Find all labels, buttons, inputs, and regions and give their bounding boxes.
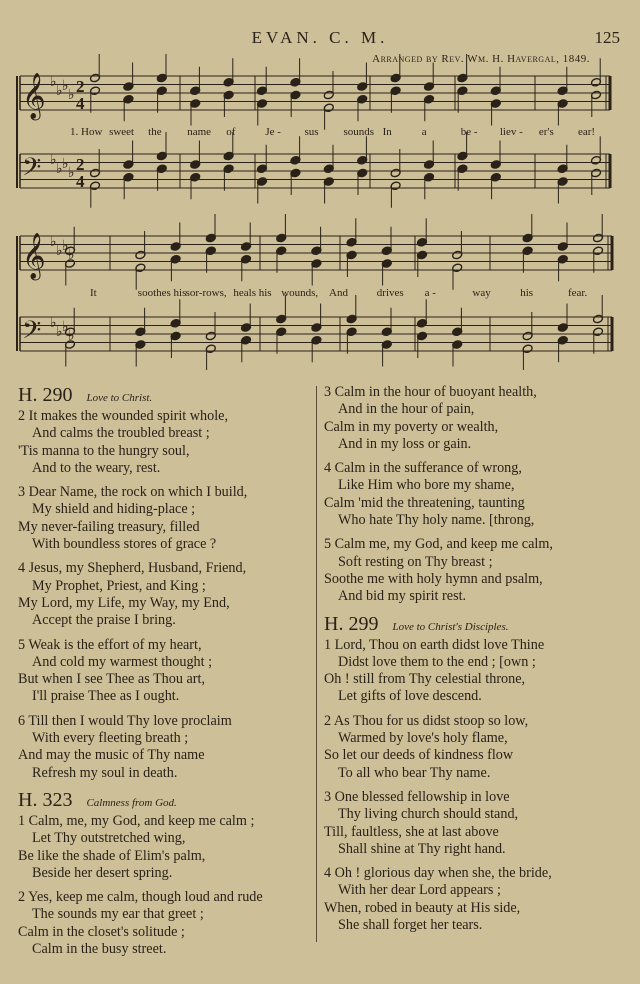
verse-line: Accept the praise I bring. xyxy=(32,612,176,629)
lyric-syllable: sounds xyxy=(343,126,375,138)
hymn-subtitle: Calmness from God. xyxy=(86,796,177,809)
lyric-syllable: wounds, xyxy=(281,287,319,299)
verse-line: Refresh my soul in death. xyxy=(32,764,178,781)
treble-clef-icon: 𝄞 xyxy=(22,233,46,279)
hymn-subtitle: Love to Christ's Disciples. xyxy=(392,620,509,633)
lyric-syllable: Je - xyxy=(265,126,281,138)
lyric-syllable: sweet xyxy=(109,126,135,138)
flat-icon: ♭ xyxy=(56,324,63,340)
hymn-heading xyxy=(18,789,318,813)
lyric-syllable: er's xyxy=(538,126,554,138)
time-signature-bottom: 4 xyxy=(76,94,85,113)
lyric-syllable: of xyxy=(226,126,236,138)
lyric-syllable: way xyxy=(472,287,491,299)
verse-line: 4 Jesus, my Shepherd, Husband, Friend, xyxy=(18,560,247,577)
verse-line: Didst love them to the end ; [own ; xyxy=(338,653,536,670)
verse-line: And bid my spirit rest. xyxy=(338,588,467,605)
flat-icon: ♭ xyxy=(62,78,69,94)
verse-line: Let Thy outstretched wing, xyxy=(32,830,186,847)
left-column xyxy=(18,384,318,965)
verse-line: Beside her desert spring. xyxy=(32,864,173,881)
stanza xyxy=(18,713,318,782)
verse-line: Shall shine at Thy right hand. xyxy=(338,840,506,857)
flat-icon: ♭ xyxy=(56,243,63,259)
tune-title: EVAN. C. M. xyxy=(251,28,389,47)
lyric-syllable: fear. xyxy=(568,287,588,299)
time-signature-top: 2 xyxy=(76,155,85,174)
stanza xyxy=(18,813,318,882)
verse-line: Soft resting on Thy breast ; xyxy=(338,553,493,570)
stanza xyxy=(18,889,318,958)
column-divider xyxy=(316,386,317,942)
stanza xyxy=(18,484,318,553)
hymn-number: H. 323 xyxy=(18,788,73,811)
stanza xyxy=(18,560,318,629)
flat-icon: ♭ xyxy=(50,152,57,168)
bass-clef-icon: 𝄢 xyxy=(22,316,42,351)
verse-line: 1 Calm, me, my God, and keep me calm ; xyxy=(18,812,255,829)
verse-line: Let gifts of love descend. xyxy=(338,688,482,705)
verse-line: My never-failing treasury, filled xyxy=(18,518,200,535)
lyric-syllable: And xyxy=(329,287,348,299)
verse-line: Thy living church should stand, xyxy=(338,806,519,823)
flat-icon: ♭ xyxy=(68,87,75,103)
verse-line: 3 One blessed fellowship in love xyxy=(324,788,510,805)
flat-icon: ♭ xyxy=(50,234,57,250)
verse-line: Calm in the busy street. xyxy=(32,941,167,958)
verse-line: And in my loss or gain. xyxy=(338,435,472,452)
verse-line: And to the weary, rest. xyxy=(32,459,161,476)
verse-line: 4 Calm in the sufferance of wrong, xyxy=(324,460,522,477)
verse-line: 3 Calm in the hour of buoyant health, xyxy=(324,384,537,400)
verse-line: My Lord, my Life, my Way, my End, xyxy=(18,594,230,611)
verse-line: With boundless stores of grace ? xyxy=(32,536,217,553)
page-number: 125 xyxy=(594,28,620,47)
verse-line: Like Him who bore my shame, xyxy=(338,477,515,494)
verse-line: She shall forget her tears. xyxy=(338,917,483,934)
verse-line: Till, faultless, she at last above xyxy=(324,823,499,840)
verse-line: With every fleeting breath ; xyxy=(32,730,189,747)
right-column xyxy=(324,384,624,941)
lyric-syllable: name xyxy=(187,126,212,138)
verse-line: Calm in the closet's solitude ; xyxy=(18,923,185,940)
stanza xyxy=(324,637,624,706)
lyric-syllable: sor-rows, xyxy=(185,287,227,299)
verse-line: 5 Calm me, my God, and keep me calm, xyxy=(324,536,553,553)
flat-icon: ♭ xyxy=(56,83,63,99)
verse-line: 3 Dear Name, the rock on which I build, xyxy=(18,484,248,501)
flat-icon: ♭ xyxy=(50,315,57,331)
lyric-syllable: drives xyxy=(376,287,404,299)
verse-line: With her dear Lord appears ; xyxy=(338,882,501,899)
lyric-syllable: ear! xyxy=(578,126,596,138)
verse-line: So let our deeds of kindness flow xyxy=(324,747,514,764)
verse-line: 2 It makes the wounded spirit whole, xyxy=(18,408,229,424)
lyric-syllable: In xyxy=(382,126,392,138)
verse-line: When, robed in beauty at His side, xyxy=(324,899,521,916)
lyric-syllable: soothes his xyxy=(137,287,187,299)
verse-line: 2 As Thou for us didst stoop so low, xyxy=(324,712,529,729)
bass-clef-icon: 𝄢 xyxy=(22,153,42,188)
hymn-subtitle: Love to Christ. xyxy=(86,392,153,404)
lyric-syllable: It xyxy=(90,287,97,299)
lyric-syllable: liev - xyxy=(499,126,523,138)
lyric-syllable: a - xyxy=(424,287,436,299)
hymn-number: H. 299 xyxy=(324,612,379,635)
verse-line: And cold my warmest thought ; xyxy=(32,653,213,670)
lyric-syllable: be - xyxy=(460,126,478,138)
time-signature-bottom: 4 xyxy=(76,172,85,191)
verse-line: Be like the shade of Elim's palm, xyxy=(18,847,206,864)
verse-line: The sounds my ear that greet ; xyxy=(32,906,204,923)
stanza xyxy=(324,789,624,858)
lyric-syllable: a xyxy=(421,126,427,138)
lyric-syllable: his xyxy=(520,287,534,299)
verse-line: Calm 'mid the threatening, taunting xyxy=(324,494,525,511)
hymn-number: H. 290 xyxy=(18,384,73,406)
stanza xyxy=(324,713,624,782)
flat-icon: ♭ xyxy=(62,319,69,335)
verse-line: And may the music of Thy name xyxy=(18,747,205,764)
lyric-syllable: heals his xyxy=(233,287,272,299)
flat-icon: ♭ xyxy=(56,161,63,177)
flat-icon: ♭ xyxy=(62,156,69,172)
verse-line: Calm in my poverty or wealth, xyxy=(324,418,499,435)
verse-line: 4 Oh ! glorious day when she, the bride, xyxy=(324,865,552,882)
verse-line: And in the hour of pain, xyxy=(338,401,475,418)
treble-clef-icon: 𝄞 xyxy=(22,73,46,119)
stanza xyxy=(18,408,318,477)
flat-icon: ♭ xyxy=(68,247,75,263)
flat-icon: ♭ xyxy=(50,74,57,90)
stanza xyxy=(324,384,624,453)
flat-icon: ♭ xyxy=(62,238,69,254)
lyric-syllable: 1. How xyxy=(70,126,103,138)
verse-line: I'll praise Thee as I ought. xyxy=(32,688,180,705)
lyric-syllable: sus xyxy=(304,126,319,138)
verse-line: My shield and hiding-place ; xyxy=(32,501,196,518)
stanza xyxy=(324,536,624,605)
verse-line: 1 Lord, Thou on earth didst love Thine xyxy=(324,636,545,653)
verse-line: My Prophet, Priest, and King ; xyxy=(32,577,206,594)
verse-line: Oh ! still from Thy celestial throne, xyxy=(324,671,526,688)
stanza xyxy=(324,865,624,934)
lyric-syllable: the xyxy=(148,126,162,138)
verse-line: Warmed by love's holy flame, xyxy=(338,730,508,747)
verse-line: Who hate Thy holy name. [throng, xyxy=(338,512,535,529)
stanza xyxy=(324,460,624,529)
stanza xyxy=(18,637,318,706)
verse-line: And calms the troubled breast ; xyxy=(32,425,210,442)
time-signature-top: 2 xyxy=(76,77,85,96)
flat-icon: ♭ xyxy=(68,328,75,344)
verse-line: 'Tis manna to the hungry soul, xyxy=(18,442,190,459)
verse-line: To all who bear Thy name. xyxy=(338,764,491,781)
flat-icon: ♭ xyxy=(68,165,75,181)
verse-line: But when I see Thee as Thou art, xyxy=(18,671,206,688)
music-score xyxy=(0,0,640,370)
verse-line: 5 Weak is the effort of my heart, xyxy=(18,636,202,653)
verse-line: Soothe me with holy hymn and psalm, xyxy=(324,570,543,587)
arranger-text: Arranged by Rev. Wm. H. Havergal, 1849. xyxy=(372,53,590,65)
hymn-heading xyxy=(18,384,318,408)
verse-line: 6 Till then I would Thy love proclaim xyxy=(18,712,232,729)
verse-line: 2 Yes, keep me calm, though loud and rude xyxy=(18,889,263,906)
hymn-heading xyxy=(324,613,624,637)
